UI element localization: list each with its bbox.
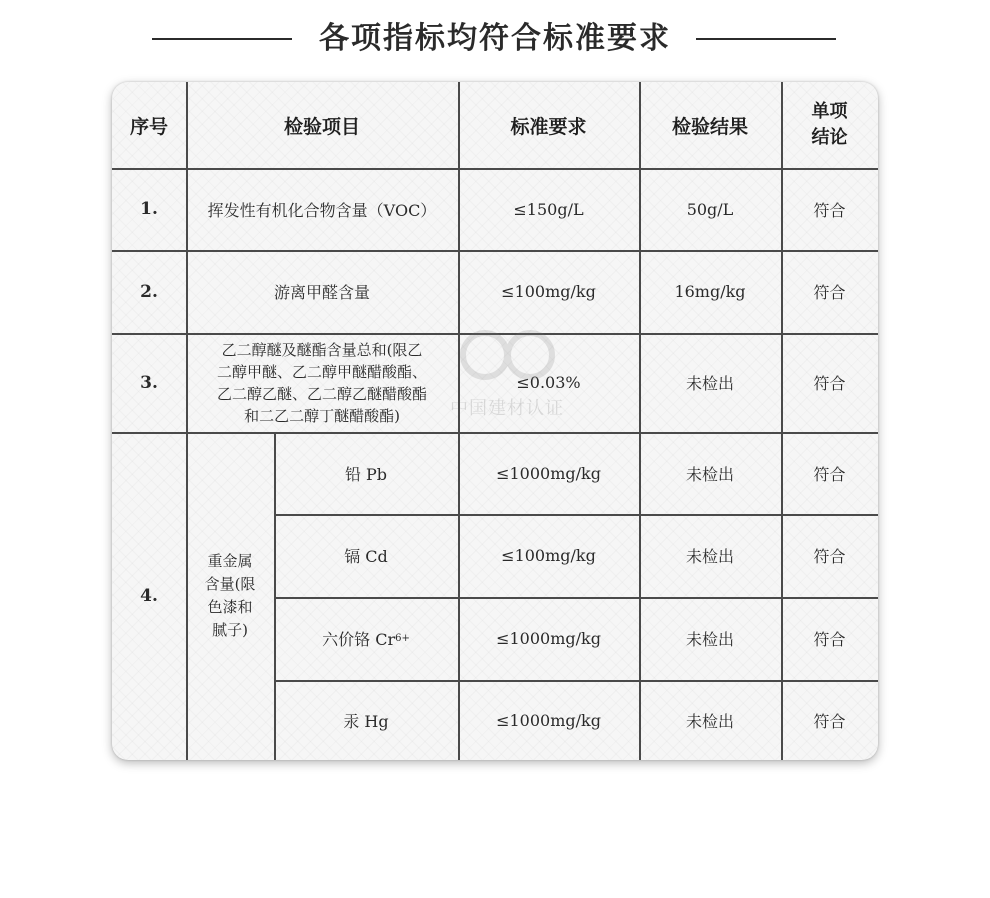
header-conclusion-line2: 结论 [811,127,848,148]
page-title: 各项指标均符合标准要求 [319,21,671,56]
row-3-standard: ≤0.03% [516,373,581,392]
heavy-metal-category-line: 含量(限 [204,575,256,593]
title-row [0,14,990,64]
row-1-no: 1. [140,199,158,219]
metal-lead-result: 未检出 [685,464,734,484]
header-conclusion [781,82,878,168]
title-divider-right [696,38,836,40]
heavy-metal-category [186,432,274,760]
metal-mercury-conclusion: 符合 [813,711,846,731]
row-3-conclusion: 符合 [813,374,846,393]
metal-cadmium-conclusion: 符合 [813,547,846,566]
metal-cadmium-standard: ≤100mg/kg [501,546,596,565]
row-1-conclusion: 符合 [813,200,846,220]
heavy-metal-category-line: 色漆和 [207,598,253,616]
row-3-item-line: 二醇甲醚、乙二醇甲醚醋酸酯、 [216,362,427,381]
header-result: 检验结果 [671,115,748,138]
row-1-result: 50g/L [686,199,734,219]
metal-cadmium-result: 未检出 [685,547,734,566]
metal-chromium-result: 未检出 [685,630,734,649]
row-3-result: 未检出 [685,374,734,393]
metal-mercury-standard: ≤1000mg/kg [496,710,601,730]
metal-cadmium-name: 镉 Cd [344,547,388,566]
row-4-no: 4. [140,586,158,606]
row-3-item-line: 和二乙二醇丁醚醋酸酯) [244,406,400,425]
row-1-standard: ≤150g/L [513,199,584,219]
metal-chromium-name [274,597,458,680]
row-2-no: 2. [140,281,158,302]
metal-chromium-conclusion: 符合 [813,630,846,649]
row-2-result: 16mg/kg [674,282,746,301]
header-no: 序号 [129,115,168,138]
metal-lead-conclusion: 符合 [813,464,846,484]
row-3-item-line: 乙二醇醚及醚酯含量总和(限乙 [221,340,423,359]
row-2-conclusion: 符合 [813,283,846,302]
metal-lead-standard: ≤1000mg/kg [496,463,601,483]
heavy-metal-category-line: 重金属 [207,552,253,570]
row-2-item: 游离甲醛含量 [273,283,370,302]
metal-chromium-standard: ≤1000mg/kg [496,629,601,648]
row-2-standard: ≤100mg/kg [501,282,596,301]
row-3-item [186,333,458,432]
header-conclusion-line1: 单项 [811,101,848,122]
row-1-item: 挥发性有机化合物含量（VOC） [207,200,437,220]
metal-mercury-name: 汞 Hg [343,711,389,731]
metal-lead-name: 铅 Pb [344,464,388,484]
test-report-table [112,82,878,760]
title-divider-left [152,38,292,40]
heavy-metal-category-line: 腻子) [212,621,248,639]
header-item: 检验项目 [283,115,360,138]
metal-chromium-superscript: 6+ [395,633,410,644]
header-standard: 标准要求 [510,115,587,138]
metal-mercury-result: 未检出 [685,711,734,731]
row-3-no: 3. [140,372,158,393]
metal-chromium-name-text: 六价铬 Cr [322,630,396,649]
row-3-item-line: 乙二醇乙醚、乙二醇乙醚醋酸酯 [216,384,427,403]
